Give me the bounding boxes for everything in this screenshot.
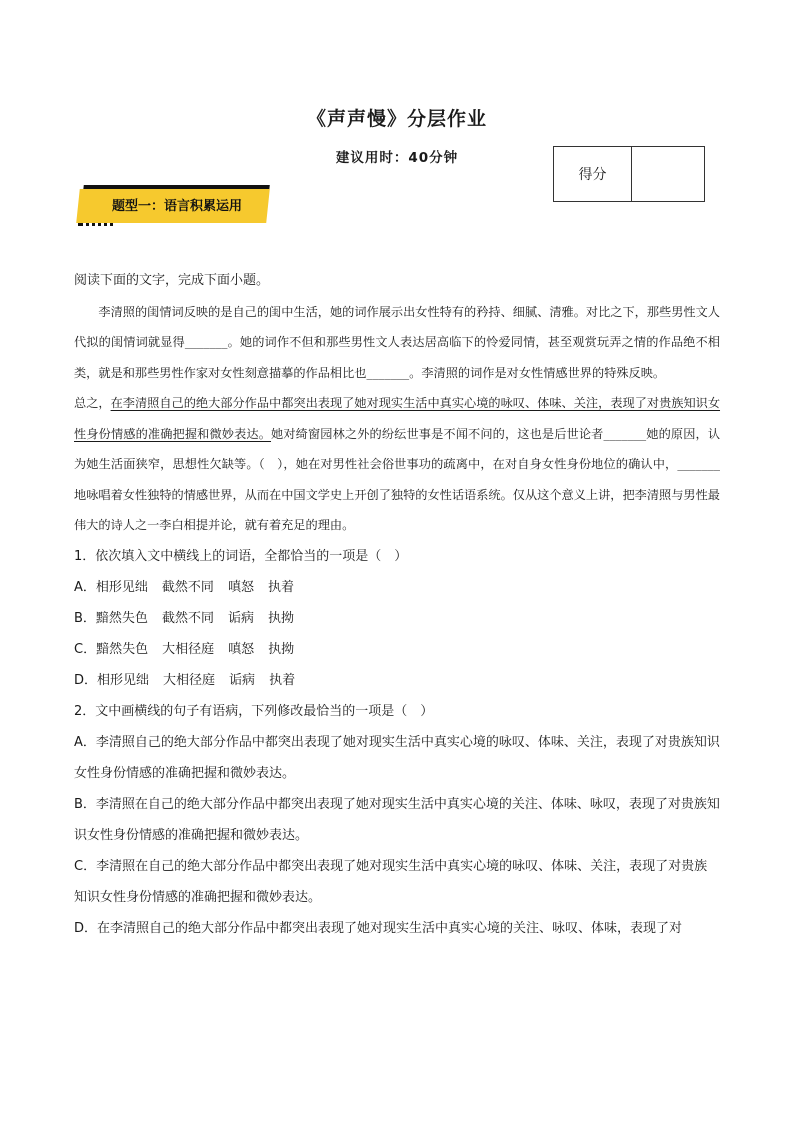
underlined-sentence: 在李清照自己的绝大部分作品中都突出表现了她对现实生活中真实心境的咏叹、体味、关注，表现了对贵族知识女性身份情感的准确把握和微妙表达。 bbox=[74, 396, 721, 441]
section-banner-text: 题型一：语言积累运用 bbox=[112, 199, 243, 214]
section-banner bbox=[74, 183, 270, 229]
instruction: 阅读下面的文字，完成下面小题。 bbox=[74, 273, 270, 288]
score-value-field[interactable] bbox=[632, 147, 704, 201]
question-2-stem: 2．文中画横线的句子有语病，下列修改最恰当的一项是（ ） bbox=[74, 703, 434, 719]
score-label: 得分 bbox=[554, 147, 632, 201]
question-2-option-d[interactable]: D．在李清照自己的绝大部分作品中都突出表现了她对现实生活中真实心境的关注、咏叹、体味，表现了对 bbox=[74, 920, 683, 936]
question-1-option-d[interactable]: D．相形见绌 大相径庭 诟病 执着 bbox=[74, 672, 296, 688]
question-1-stem: 1．依次填入文中横线上的词语，全都恰当的一项是（ ） bbox=[74, 548, 408, 564]
question-1-option-c[interactable]: C．黯然失色 大相径庭 嗔怒 执拗 bbox=[74, 641, 295, 657]
question-2-option-a[interactable]: A．李清照自己的绝大部分作品中都突出表现了她对现实生活中真实心境的咏叹、体味、关注，表现了对贵族知识女性身份情感的准确把握和微妙表达。 bbox=[74, 734, 720, 781]
question-2-option-c[interactable]: C．李清照在自己的绝大部分作品中都突出表现了她对现实生活中真实心境的咏叹、体味、关注，表现了对贵族知识女性身份情感的准确把握和微妙表达。 bbox=[74, 858, 708, 905]
score-box bbox=[553, 146, 705, 202]
suggested-time: 建议用时：40分钟 bbox=[335, 150, 459, 166]
passage-paragraph-2 bbox=[74, 388, 720, 541]
question-2-option-b[interactable]: B．李清照在自己的绝大部分作品中都突出表现了她对现实生活中真实心境的关注、体味、咏叹，表现了对贵族知识女性身份情感的准确把握和微妙表达。 bbox=[74, 796, 720, 843]
para2-rest: 她对绮窗园林之外的纷纭世事是不闻不问的，这也是后世论者_______她的原因，认为她生活面狭窄，思想性欠缺等。（ ），她在对男性社会俗世事功的疏离中，在对自身女性身份地位的确认中，_______地咏唱着女性独特的情感世界，从而在中国文学史上开创了独特的女性话语系统。仅从这个意义上讲，把李清照与男性最伟大的诗人之一李白相提并论，就有着充足的理由。 bbox=[74, 426, 721, 532]
banner-dots bbox=[78, 223, 113, 226]
question-1-option-b[interactable]: B．黯然失色 截然不同 诟病 执拗 bbox=[74, 610, 294, 626]
para2-lead: 总之， bbox=[74, 396, 111, 410]
content bbox=[74, 265, 720, 944]
question-1-option-a[interactable]: A．相形见绌 截然不同 嗔怒 执着 bbox=[74, 579, 294, 595]
page-title: 《声声慢》分层作业 bbox=[306, 108, 487, 130]
passage-paragraph-1: 李清照的闺情词反映的是自己的闺中生活，她的词作展示出女性特有的矜持、细腻、清雅。对比之下，那些男性文人代拟的闺情词就显得_______。她的词作不但和那些男性文人表达居高临下的怜爱同情，甚至观赏玩弄之情的作品绝不相类，就是和那些男性作家对女性刻意描摹的作品相比也_______。李清照的词作是对女性情感世界的特殊反映。 bbox=[74, 304, 720, 380]
